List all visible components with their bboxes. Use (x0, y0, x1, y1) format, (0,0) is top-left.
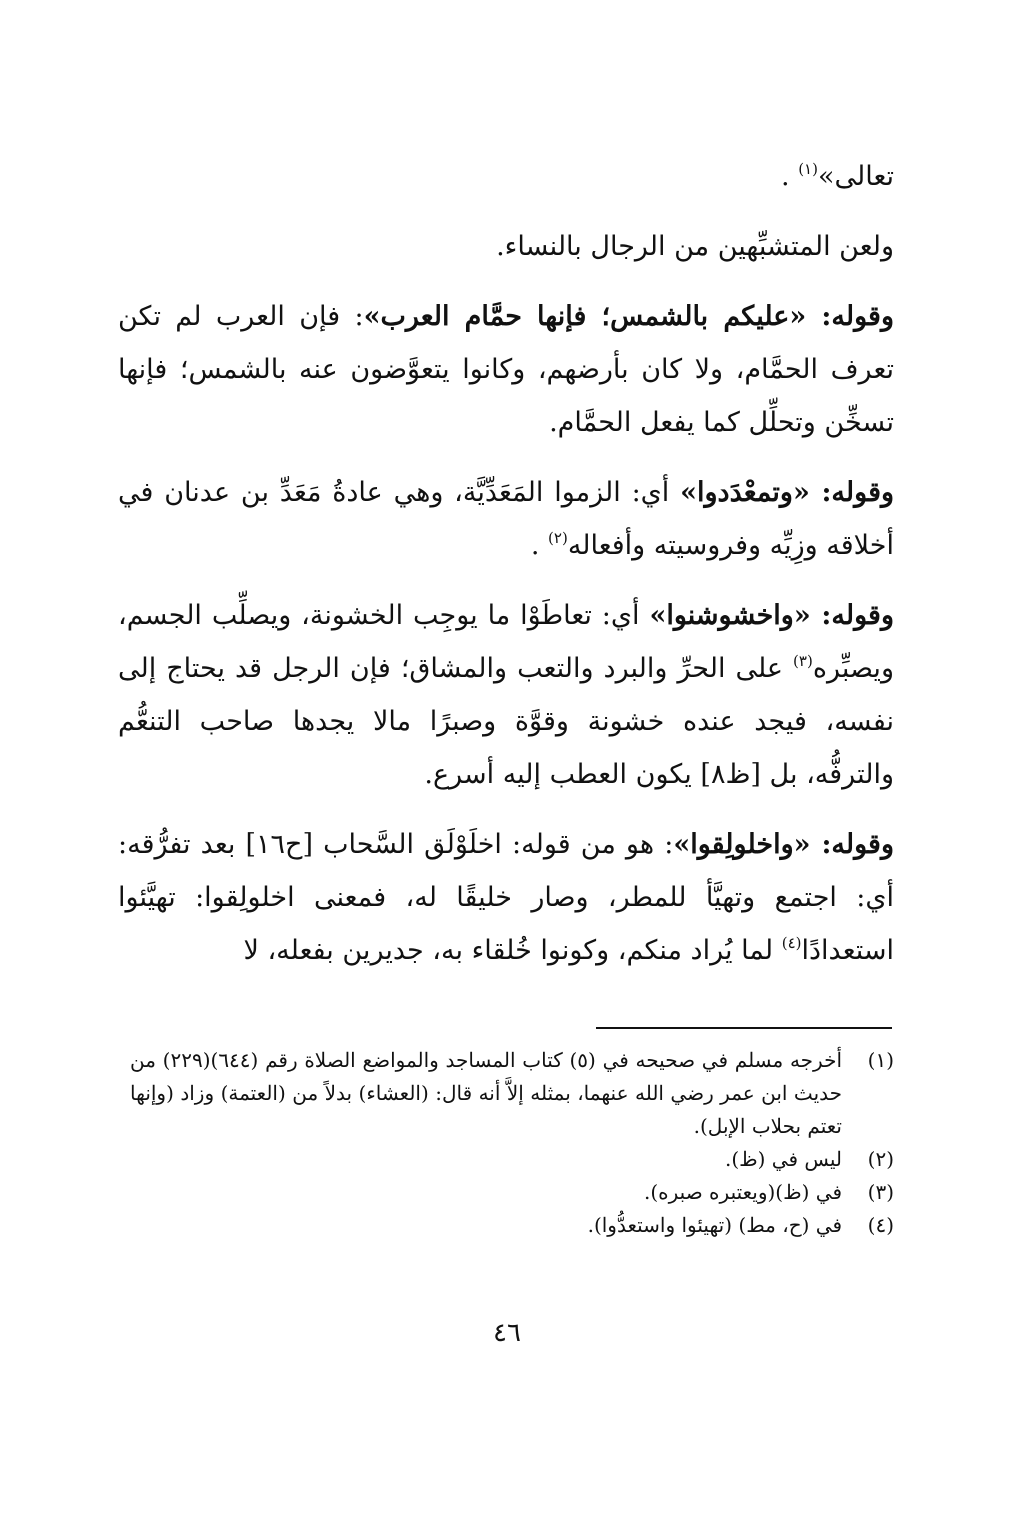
text-run: : فإن العرب لم تكن تعرف الحمَّام، ولا كان بأرضهم، وكانوا يتعوَّضون عنه بالشمس؛ فإنها تسخِّن وتحلِّل كما يفعل الحمَّام. (118, 301, 894, 438)
text-run: ولعن المتشبِّهين من الرجال بالنساء. (496, 231, 894, 262)
footnote-ref: (٣) (793, 652, 813, 670)
footnote-ref: (٤) (781, 934, 802, 952)
text-run: على الحرِّ والبرد والتعب والمشاق؛ فإن الرجل قد يحتاج إلى نفسه، فيجد عنده خشونة وقوَّة وصبرًا مالا يجدها صاحب التنعُّم والترفُّه، بل [ظ٨] يكون العطب إليه أسرع. (118, 653, 894, 790)
quoted-phrase: وقوله: «واخلولِقوا» (673, 829, 895, 860)
paragraph (118, 150, 894, 203)
footnote (130, 1176, 894, 1209)
quoted-phrase: وقوله: «واخشوشنوا» (649, 600, 894, 631)
footnotes (130, 1044, 894, 1242)
text-run: . (530, 530, 549, 561)
paragraph (118, 466, 894, 572)
quoted-phrase: وقوله: «وتمعْدَدوا» (680, 477, 895, 508)
text-run: أي: الزموا المَعَدِّيَّة، وهي عادةُ مَعَدِّ بن عدنان في أخلاقه وزِيِّه وفروسيته وأفعاله (118, 477, 894, 561)
text-run: : هو من قوله: اخلَوْلَق السَّحاب [ح١٦] بعد تفرُّقه: أي: اجتمع وتهيَّأ للمطر، وصار خليقًا له، فمعنى اخلولِقوا: تهيَّئوا استعدادًا (118, 829, 894, 966)
footnote-text: أخرجه مسلم في صحيحه في (٥) كتاب المساجد والمواضع الصلاة رقم (٦٤٤)(٢٢٩) من حديث ابن عمر رضي الله عنهما، بمثله إلاَّ أنه قال: (العشاء) بدلاً من (العتمة) وزاد (وإنها تعتم بحلاب الإبل). (130, 1048, 843, 1138)
footnote-ref: (٢) (548, 529, 568, 547)
footnote (130, 1044, 894, 1143)
text-run: . (781, 161, 799, 192)
text-run: لما يُراد منكم، وكونوا خُلقاء به، جديرين بفعله، لا (243, 935, 782, 966)
main-text (118, 150, 894, 994)
footnote-text: في (ح، مط) (تهيئوا واستعدُّوا). (587, 1213, 842, 1237)
footnote (130, 1143, 894, 1176)
footnote-ref: (١) (798, 160, 818, 178)
quoted-phrase: وقوله: «عليكم بالشمس؛ فإنها حمَّام العرب» (363, 301, 894, 332)
page-number: ٤٦ (493, 1318, 521, 1348)
paragraph (118, 290, 894, 449)
footnote-number: (١) (867, 1048, 894, 1072)
text-run: أي: تعاطَوْا ما يوجِب الخشونة، ويصلِّب الجسم، ويصبِّره (118, 600, 894, 684)
footnote (130, 1209, 894, 1242)
paragraph (118, 589, 894, 801)
paragraph (118, 220, 894, 273)
footnote-text: في (ظ)(ويعتبره صبره). (644, 1180, 842, 1204)
footnote-number: (٢) (867, 1147, 894, 1171)
text-run: تعالى» (817, 161, 894, 192)
footnote-number: (٤) (867, 1213, 894, 1237)
footnote-text: ليس في (ظ). (724, 1147, 842, 1171)
footnote-number: (٣) (867, 1180, 894, 1204)
paragraph (118, 818, 894, 977)
footnote-separator (596, 1027, 892, 1029)
